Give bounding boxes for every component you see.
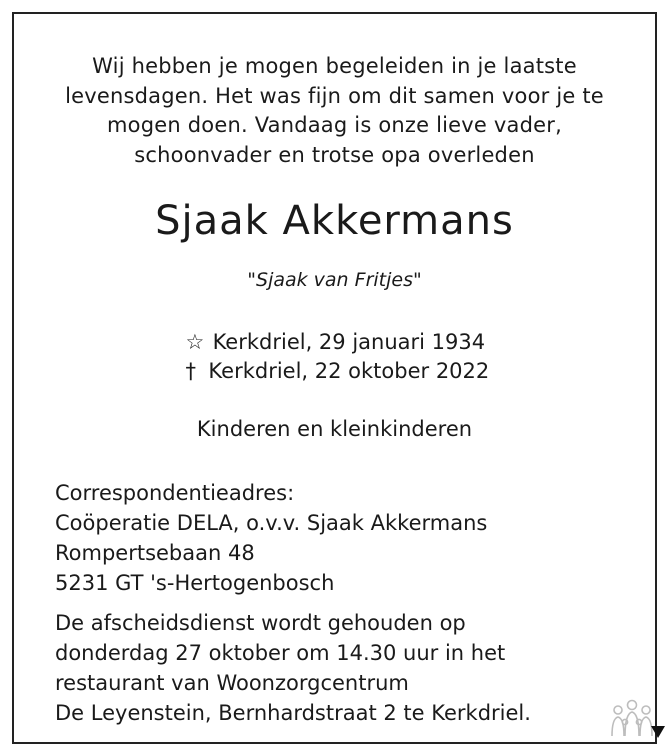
intro-text — [0, 52, 669, 170]
intro-line: mogen doen. Vandaag is onze lieve vader, — [107, 113, 562, 137]
birth-date: Kerkdriel, 29 januari 1934 — [212, 330, 486, 354]
intro-line: levensdagen. Het was fijn om dit samen voor je te — [65, 83, 604, 108]
star-icon: ☆ — [185, 330, 205, 354]
address-line: Correspondentieadres: — [55, 481, 295, 505]
intro-line: Wij hebben je mogen begeleiden in je laatste — [92, 54, 577, 78]
service-line: restaurant van Woonzorgcentrum — [55, 671, 409, 695]
death-line — [0, 357, 669, 386]
service-line: donderdag 27 oktober om 14.30 uur in het — [55, 641, 506, 665]
address-line: Rompertsebaan 48 — [55, 541, 255, 565]
cross-icon: † — [185, 359, 196, 383]
deceased-nickname: "Sjaak van Fritjes" — [247, 269, 422, 291]
service-info — [55, 608, 531, 728]
life-dates — [0, 328, 669, 386]
down-arrow-icon — [651, 726, 665, 738]
address-line: Coöperatie DELA, o.v.v. Sjaak Akkermans — [55, 511, 488, 535]
people-group-icon — [609, 698, 655, 738]
correspondence-address — [55, 478, 487, 598]
death-date: Kerkdriel, 22 oktober 2022 — [208, 359, 490, 383]
service-line: De Leyenstein, Bernhardstraat 2 te Kerkdriel. — [55, 701, 531, 725]
address-line: 5231 GT 's-Hertogenbosch — [55, 571, 335, 595]
service-line: De afscheidsdienst wordt gehouden op — [55, 611, 466, 635]
birth-line — [0, 328, 669, 357]
family-signature: Kinderen en kleinkinderen — [196, 417, 473, 441]
intro-line: schoonvader en trotse opa overleden — [134, 142, 535, 167]
deceased-name: Sjaak Akkermans — [155, 198, 514, 244]
